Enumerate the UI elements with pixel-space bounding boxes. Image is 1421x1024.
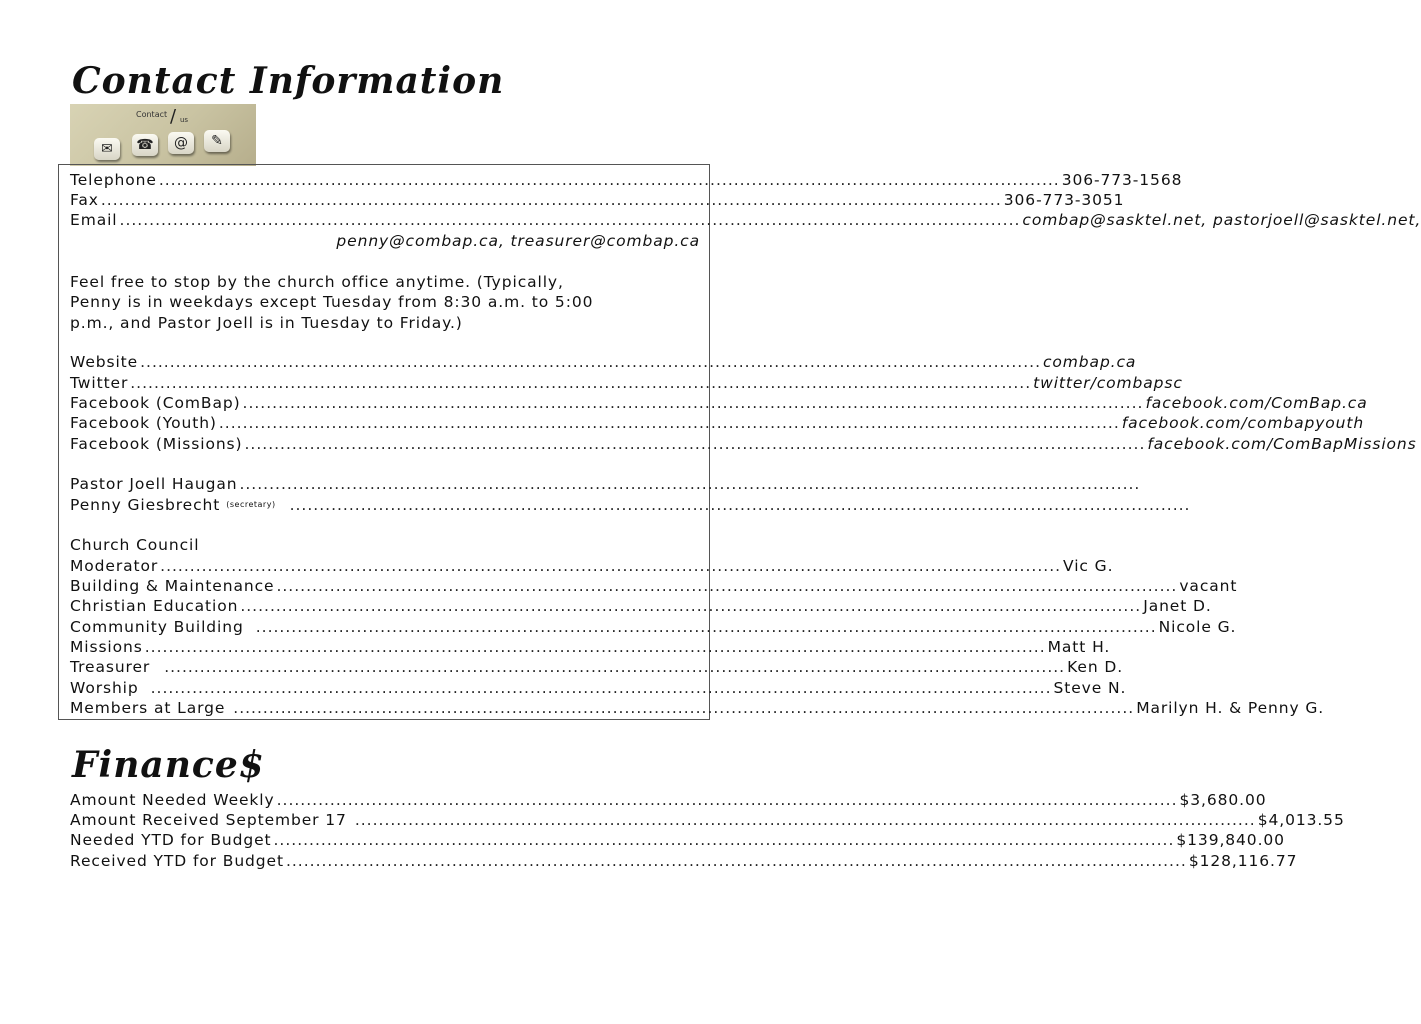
telephone-row bbox=[70, 170, 1183, 190]
council-row bbox=[70, 637, 1111, 657]
council-row bbox=[70, 556, 1114, 576]
dot-leader: ........................................................................................................................................................ bbox=[130, 374, 1032, 392]
website-label: Website bbox=[70, 353, 139, 371]
pastor-name: Pastor Joell Haugan bbox=[70, 475, 238, 493]
council-member: Marilyn H. & Penny G. bbox=[1136, 699, 1325, 717]
email-label: Email bbox=[70, 211, 118, 229]
facebook-youth-row bbox=[70, 413, 1365, 433]
twitter-link[interactable]: twitter/combapsc bbox=[1033, 374, 1183, 392]
council-role: Moderator bbox=[70, 557, 159, 575]
council-role: Community Building bbox=[70, 618, 244, 636]
council-row bbox=[70, 596, 1212, 616]
facebook-combap-link[interactable]: facebook.com/ComBap.ca bbox=[1145, 394, 1368, 412]
dot-leader: ........................................................................................................................................................ bbox=[218, 414, 1120, 432]
contact-information-title: Contact Information bbox=[72, 60, 505, 102]
facebook-combap-label: Facebook (ComBap) bbox=[70, 394, 241, 412]
twitter-row bbox=[70, 373, 1183, 393]
dot-leader: ........................................................................................................................................................ bbox=[119, 211, 1021, 229]
fax-value: 306-773-3051 bbox=[1003, 191, 1125, 209]
dot-leader: ........................................................................................................................................................ bbox=[354, 811, 1256, 829]
email-row bbox=[70, 210, 1421, 230]
secretary-note: (secretary) bbox=[226, 500, 276, 509]
council-row bbox=[70, 576, 1238, 596]
dot-leader: ........................................................................................................................................................ bbox=[164, 658, 1066, 676]
email-value-line2: penny@combap.ca, treasurer@combap.ca bbox=[336, 232, 700, 250]
contact-image-caption: Contact bbox=[136, 110, 168, 119]
council-role: Missions bbox=[70, 638, 143, 656]
finance-row bbox=[70, 810, 1345, 830]
dot-leader: ........................................................................................................................................................ bbox=[242, 394, 1144, 412]
phone-icon: ☎ bbox=[132, 134, 158, 156]
finance-amount: $3,680.00 bbox=[1179, 791, 1267, 809]
dot-leader: ........................................................................................................................................................ bbox=[233, 699, 1135, 717]
contact-us-image bbox=[70, 104, 256, 166]
finance-row bbox=[70, 851, 1298, 871]
facebook-missions-label: Facebook (Missions) bbox=[70, 435, 243, 453]
facebook-combap-row bbox=[70, 393, 1368, 413]
finance-row bbox=[70, 790, 1267, 810]
pencil-icon: ✎ bbox=[204, 130, 230, 152]
dot-leader: ........................................................................................................................................................ bbox=[273, 831, 1175, 849]
dot-leader: ........................................................................................................................................................ bbox=[239, 475, 1141, 493]
council-member: Vic G. bbox=[1063, 557, 1114, 575]
dot-leader: ........................................................................................................................................................ bbox=[244, 435, 1146, 453]
dot-leader: ........................................................................................................................................................ bbox=[140, 353, 1041, 371]
dot-leader: ........................................................................................................................................................ bbox=[285, 852, 1187, 870]
council-row bbox=[70, 678, 1127, 698]
office-note-line1: Feel free to stop by the church office anytime. (Typically, bbox=[70, 273, 564, 291]
finance-row bbox=[70, 830, 1285, 850]
finance-amount: $128,116.77 bbox=[1188, 852, 1298, 870]
council-row bbox=[70, 657, 1124, 677]
council-role: Building & Maintenance bbox=[70, 577, 275, 595]
secretary-row bbox=[70, 495, 1191, 515]
telephone-label: Telephone bbox=[70, 171, 157, 189]
council-member: vacant bbox=[1179, 577, 1238, 595]
facebook-missions-row bbox=[70, 434, 1417, 454]
office-note-line2: Penny is in weekdays except Tuesday from 8:30 a.m. to 5:00 bbox=[70, 293, 594, 311]
email-value-line1: combap@sasktel.net, pastorjoell@sasktel.net, bbox=[1022, 211, 1421, 229]
dot-leader: ........................................................................................................................................................ bbox=[276, 791, 1178, 809]
council-member: Nicole G. bbox=[1158, 618, 1237, 636]
dot-leader: ........................................................................................................................................................ bbox=[240, 597, 1142, 615]
dot-leader: ........................................................................................................................................................ bbox=[160, 557, 1062, 575]
council-role: Christian Education bbox=[70, 597, 239, 615]
pastor-row bbox=[70, 474, 1141, 494]
finance-amount: $139,840.00 bbox=[1176, 831, 1285, 849]
twitter-label: Twitter bbox=[70, 374, 129, 392]
envelope-icon: ✉ bbox=[94, 138, 120, 160]
office-note-line3: p.m., and Pastor Joell is in Tuesday to Friday.) bbox=[70, 314, 463, 332]
telephone-value: 306-773-1568 bbox=[1061, 171, 1183, 189]
council-member: Matt H. bbox=[1047, 638, 1111, 656]
secretary-name: Penny Giesbrecht bbox=[70, 496, 221, 514]
dot-leader: ........................................................................................................................................................ bbox=[150, 679, 1052, 697]
council-row bbox=[70, 617, 1237, 637]
finance-label: Amount Needed Weekly bbox=[70, 791, 275, 809]
council-role: Treasurer bbox=[70, 658, 151, 676]
finance-label: Received YTD for Budget bbox=[70, 852, 284, 870]
dot-leader: ........................................................................................................................................................ bbox=[100, 191, 1002, 209]
contact-image-us: us bbox=[180, 116, 189, 124]
website-link[interactable]: combap.ca bbox=[1043, 353, 1137, 371]
finance-label: Amount Received September 17 bbox=[70, 811, 347, 829]
fax-row bbox=[70, 190, 1125, 210]
dot-leader: ........................................................................................................................................................ bbox=[289, 496, 1191, 514]
at-sign-icon: @ bbox=[168, 132, 194, 154]
council-member: Ken D. bbox=[1067, 658, 1124, 676]
council-role: Members at Large bbox=[70, 699, 226, 717]
finance-amount: $4,013.55 bbox=[1257, 811, 1345, 829]
dot-leader: ........................................................................................................................................................ bbox=[144, 638, 1046, 656]
council-member: Steve N. bbox=[1053, 679, 1127, 697]
dot-leader: ........................................................................................................................................................ bbox=[276, 577, 1178, 595]
dot-leader: ........................................................................................................................................................ bbox=[158, 171, 1060, 189]
facebook-youth-link[interactable]: facebook.com/combapyouth bbox=[1121, 414, 1365, 432]
council-row bbox=[70, 698, 1325, 718]
facebook-missions-link[interactable]: facebook.com/ComBapMissions bbox=[1147, 435, 1417, 453]
website-row bbox=[70, 352, 1137, 372]
contact-image-slash: / bbox=[170, 106, 177, 127]
fax-label: Fax bbox=[70, 191, 99, 209]
facebook-youth-label: Facebook (Youth) bbox=[70, 414, 217, 432]
dot-leader: ........................................................................................................................................................ bbox=[255, 618, 1157, 636]
finance-label: Needed YTD for Budget bbox=[70, 831, 272, 849]
finances-title: Finance$ bbox=[72, 744, 265, 786]
council-member: Janet D. bbox=[1143, 597, 1212, 615]
council-role: Worship bbox=[70, 679, 139, 697]
church-council-heading: Church Council bbox=[70, 536, 200, 554]
